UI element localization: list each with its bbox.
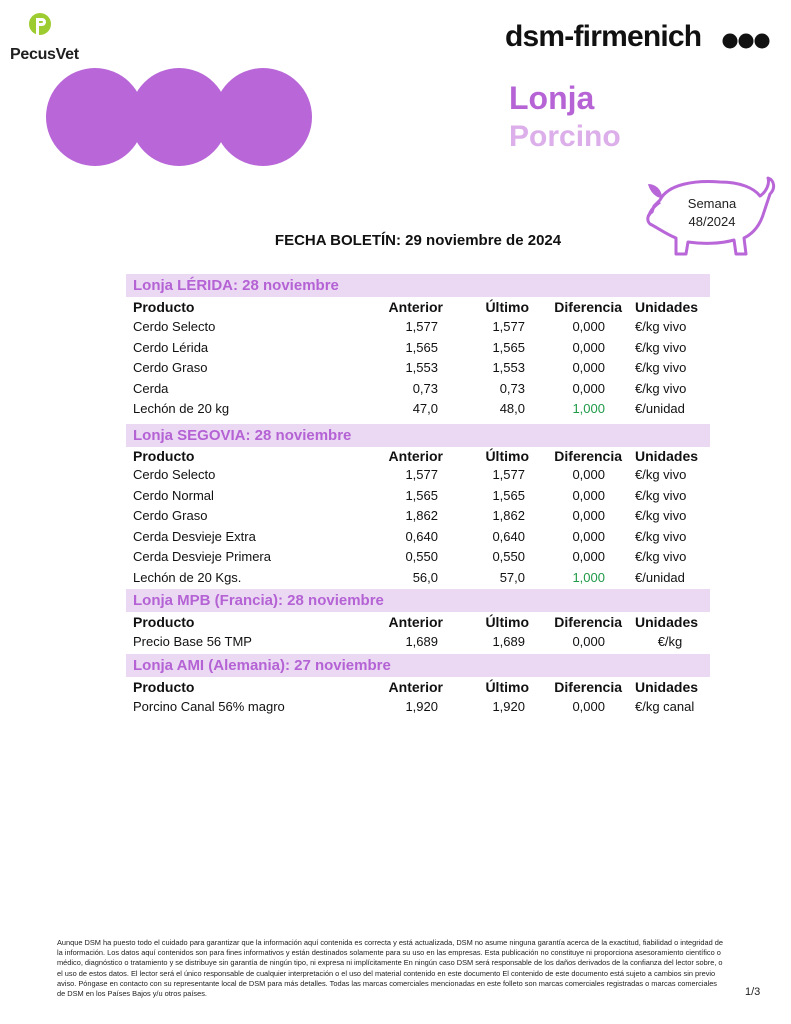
cell-ultimo: 1,553	[492, 360, 525, 375]
legal-disclaimer: Aunque DSM ha puesto todo el cuidado para garantizar que la información aquí contenida es correcta y está actualizada, DSM no asume ninguna garantía acerca de la exactitud, fiabilidad o integridad de la información. Los datos aquí contenidos son para fines informativos y están destinados solamente para su uso en las empresas. Esta publicación no constituye ni proporciona asesoramiento científico o médico, diagnóstico o tratamiento y se distribuye sin garantía de ningún tipo, ni expresa ni implícitamente En ningún caso DSM será responsable de los daños derivados de la confianza del lector sobre, o el uso de estos datos. El lector será el único responsable de cualquier interpretación o el uso del material contenido en este documento El contenido de este documento está sujeto a cambios sin previo aviso. Póngase en contacto con su representante local de DSM para más detalles. Todas las marcas comerciales mencionadas en este folleto son marcas comerciales registradas o marcas comerciales de DSM en los Países Bajos y/u otros países.	[57, 938, 723, 999]
cell-diferencia: 0,000	[572, 319, 605, 334]
cell-producto: Cerdo Lérida	[133, 340, 209, 355]
title-lonja: Lonja	[509, 80, 595, 116]
col-unidades: Unidades	[635, 448, 699, 464]
cell-producto: Cerdo Graso	[133, 508, 208, 523]
cell-unidades: €/kg vivo	[635, 549, 687, 564]
cell-unidades: €/unidad	[635, 570, 685, 585]
cell-ultimo: 57,0	[499, 570, 525, 585]
table-row	[126, 486, 710, 506]
cell-unidades: €/kg	[657, 634, 683, 649]
cell-unidades: €/kg vivo	[635, 340, 687, 355]
col-ultimo: Último	[485, 679, 529, 695]
cell-producto: Cerda	[133, 381, 169, 396]
cell-unidades: €/kg vivo	[635, 381, 687, 396]
cell-ultimo: 1,689	[492, 634, 525, 649]
table-row	[126, 568, 710, 588]
table-row	[126, 358, 710, 378]
cell-anterior: 47,0	[412, 401, 438, 416]
page-number: 1/3	[745, 986, 761, 998]
col-diferencia: Diferencia	[554, 448, 622, 464]
cell-anterior: 1,577	[405, 319, 438, 334]
cell-ultimo: 48,0	[499, 401, 525, 416]
col-unidades: Unidades	[635, 299, 699, 315]
table-row	[126, 338, 710, 358]
cell-diferencia: 0,000	[572, 360, 605, 375]
table-row	[126, 527, 710, 547]
cell-diferencia: 0,000	[572, 549, 605, 564]
cell-anterior: 1,920	[405, 699, 438, 714]
col-producto: Producto	[133, 614, 195, 630]
cell-anterior: 1,577	[405, 467, 438, 482]
cell-producto: Porcino Canal 56% magro	[133, 699, 285, 714]
col-diferencia: Diferencia	[554, 679, 622, 695]
cell-diferencia: 0,000	[572, 488, 605, 503]
table-row	[126, 697, 710, 717]
cell-producto: Lechón de 20 kg	[133, 401, 230, 416]
pecusvet-mark-icon	[26, 12, 54, 42]
cell-diferencia: 1,000	[572, 401, 605, 416]
cell-diferencia: 0,000	[572, 529, 605, 544]
cell-ultimo: 1,565	[492, 488, 525, 503]
cell-unidades: €/kg vivo	[635, 319, 687, 334]
pecusvet-logo	[10, 12, 80, 68]
cell-diferencia: 0,000	[572, 699, 605, 714]
cell-unidades: €/kg vivo	[635, 508, 687, 523]
cell-producto: Cerdo Selecto	[133, 467, 216, 482]
col-unidades: Unidades	[635, 614, 699, 630]
col-producto: Producto	[133, 299, 195, 315]
col-unidades: Unidades	[635, 679, 699, 695]
section-title-lerida: Lonja LÉRIDA: 28 noviembre	[126, 274, 710, 297]
cell-unidades: €/kg vivo	[635, 360, 687, 375]
cell-unidades: €/unidad	[635, 401, 685, 416]
cell-producto: Lechón de 20 Kgs.	[133, 570, 242, 585]
cell-ultimo: 1,862	[492, 508, 525, 523]
cell-unidades: €/kg vivo	[635, 529, 687, 544]
cell-ultimo: 1,577	[492, 319, 525, 334]
cell-anterior: 1,565	[405, 340, 438, 355]
table-row	[126, 465, 710, 485]
semana-label: Semana	[687, 196, 737, 211]
col-anterior: Anterior	[388, 679, 443, 695]
cell-anterior: 1,862	[405, 508, 438, 523]
table-row	[126, 379, 710, 399]
table-row	[126, 399, 710, 419]
cell-diferencia: 0,000	[572, 508, 605, 523]
table-header-row	[126, 446, 710, 466]
table-row	[126, 547, 710, 567]
col-anterior: Anterior	[388, 614, 443, 630]
cell-ultimo: 0,640	[492, 529, 525, 544]
cell-diferencia: 0,000	[572, 467, 605, 482]
cell-anterior: 0,73	[412, 381, 438, 396]
table-row	[126, 317, 710, 337]
cell-anterior: 1,565	[405, 488, 438, 503]
cell-diferencia: 0,000	[572, 381, 605, 396]
col-anterior: Anterior	[388, 448, 443, 464]
table-header-row	[126, 677, 710, 697]
dsm-dots-icon	[722, 32, 770, 50]
section-title-segovia: Lonja SEGOVIA: 28 noviembre	[126, 424, 710, 447]
cell-producto: Cerdo Graso	[133, 360, 208, 375]
col-producto: Producto	[133, 448, 195, 464]
cell-unidades: €/kg canal	[635, 699, 695, 714]
cell-diferencia: 1,000	[572, 570, 605, 585]
table-header-row	[126, 297, 710, 317]
cell-producto: Precio Base 56 TMP	[133, 634, 252, 649]
table-row	[126, 506, 710, 526]
cell-anterior: 1,689	[405, 634, 438, 649]
section-title-mpb: Lonja MPB (Francia): 28 noviembre	[126, 589, 710, 612]
semana-value: 48/2024	[688, 214, 736, 229]
decorative-circle	[214, 68, 312, 166]
cell-ultimo: 1,920	[492, 699, 525, 714]
table-header-row	[126, 612, 710, 632]
cell-unidades: €/kg vivo	[635, 467, 687, 482]
cell-anterior: 0,640	[405, 529, 438, 544]
col-ultimo: Último	[485, 299, 529, 315]
col-ultimo: Último	[485, 614, 529, 630]
cell-ultimo: 1,577	[492, 467, 525, 482]
cell-unidades: €/kg vivo	[635, 488, 687, 503]
col-diferencia: Diferencia	[554, 614, 622, 630]
col-ultimo: Último	[485, 448, 529, 464]
table-row	[126, 632, 710, 652]
cell-anterior: 56,0	[412, 570, 438, 585]
cell-ultimo: 0,550	[492, 549, 525, 564]
fecha-boletin: FECHA BOLETÍN: 29 noviembre de 2024	[274, 232, 562, 249]
cell-diferencia: 0,000	[572, 634, 605, 649]
col-anterior: Anterior	[388, 299, 443, 315]
cell-producto: Cerda Desvieje Extra	[133, 529, 256, 544]
cell-ultimo: 1,565	[492, 340, 525, 355]
section-title-ami: Lonja AMI (Alemania): 27 noviembre	[126, 654, 710, 677]
title-porcino: Porcino	[509, 120, 621, 153]
col-producto: Producto	[133, 679, 195, 695]
cell-anterior: 1,553	[405, 360, 438, 375]
dsm-firmenich-logo: dsm-firmenich	[505, 20, 702, 53]
cell-diferencia: 0,000	[572, 340, 605, 355]
cell-ultimo: 0,73	[499, 381, 525, 396]
col-diferencia: Diferencia	[554, 299, 622, 315]
cell-anterior: 0,550	[405, 549, 438, 564]
cell-producto: Cerdo Normal	[133, 488, 214, 503]
cell-producto: Cerda Desvieje Primera	[133, 549, 271, 564]
pecusvet-wordmark: PecusVet	[10, 46, 79, 63]
cell-producto: Cerdo Selecto	[133, 319, 216, 334]
